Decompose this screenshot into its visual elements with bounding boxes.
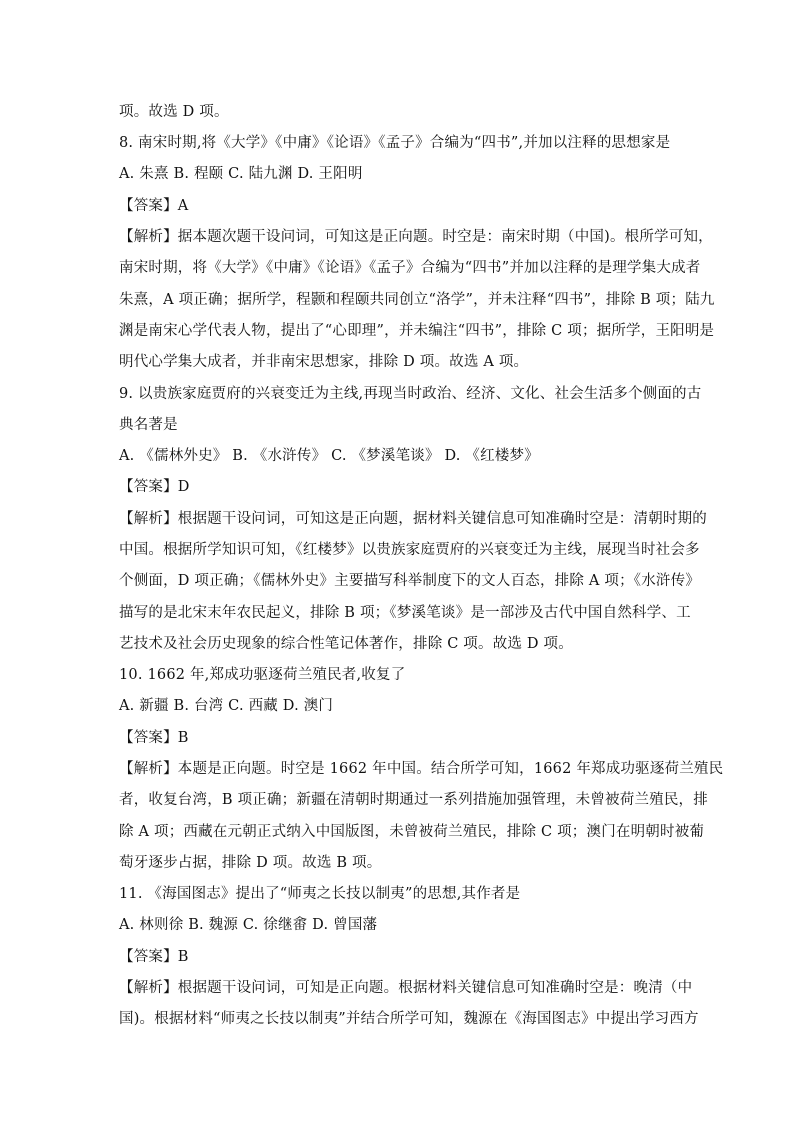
question-8-options: A. 朱熹 B. 程颐 C. 陆九渊 D. 王阳明 xyxy=(119,166,363,182)
analysis-line: 国)。根据材料“师夷之长技以制夷”并结合所学可知，魏源在《海国图志》中提出学习西方 xyxy=(119,1011,699,1027)
question-9: 9. 以贵族家庭贾府的兴衰变迁为主线,再现当时政治、经济、文化、社会生活多个侧面的古 xyxy=(119,386,702,402)
answer-9: 【答案】D xyxy=(119,479,190,495)
analysis-line: 明代心学集大成者，并非南宋思想家，排除 D 项。故选 A 项。 xyxy=(119,354,529,370)
text-line: 项。故选 D 项。 xyxy=(119,104,229,120)
answer-8: 【答案】A xyxy=(119,198,189,214)
analysis-line: 渊是南宋心学代表人物，提出了“心即理”，并未编注“四书”，排除 C 项；据所学，王阳明是 xyxy=(119,323,715,339)
analysis-line: 【解析】本题是正向题。时空是 1662 年中国。结合所学可知，1662 年郑成功驱逐荷兰殖民 xyxy=(119,761,724,777)
analysis-line: 描写的是北宋末年农民起义，排除 B 项；《梦溪笔谈》是一部涉及古代中国自然科学、工 xyxy=(119,605,691,621)
question-11: 11. 《海国图志》提出了“师夷之长技以制夷”的思想,其作者是 xyxy=(119,886,521,902)
question-10-options: A. 新疆 B. 台湾 C. 西藏 D. 澳门 xyxy=(119,698,334,714)
question-8: 8. 南宋时期,将《大学》《中庸》《论语》《孟子》合编为“四书”,并加以注释的思想家是 xyxy=(119,135,671,151)
question-9-options: A. 《儒林外史》 B. 《水浒传》 C. 《梦溪笔谈》 D. 《红楼梦》 xyxy=(119,448,539,464)
answer-11: 【答案】B xyxy=(119,949,189,965)
analysis-line: 者，收复台湾，B 项正确；新疆在清朝时期通过一系列措施加强管理，未曾被荷兰殖民，排 xyxy=(119,792,708,808)
answer-10: 【答案】B xyxy=(119,730,189,746)
analysis-line: 萄牙逐步占据，排除 D 项。故选 B 项。 xyxy=(119,855,382,871)
analysis-line: 艺技术及社会历史现象的综合性笔记体著作，排除 C 项。故选 D 项。 xyxy=(119,636,573,652)
analysis-line: 朱熹，A 项正确；据所学，程颢和程颐共同创立“洛学”，并未注释“四书”，排除 B 项；陆九 xyxy=(119,292,715,308)
analysis-line: 中国。根据所学知识可知，《红楼梦》以贵族家庭贾府的兴衰变迁为主线，展现当时社会多 xyxy=(119,542,700,558)
analysis-line: 【解析】根据题干设问词，可知是正向题。根据材料关键信息可知准确时空是：晚清（中 xyxy=(119,980,693,996)
analysis-line: 【解析】据本题次题干设问词，可知这是正向题。时空是：南宋时期（中国)。根所学可知， xyxy=(119,229,713,245)
analysis-line: 个侧面，D 项正确；《儒林外史》主要描写科举制度下的文人百态，排除 A 项；《水浒传》 xyxy=(119,573,701,589)
analysis-line: 南宋时期，将《大学》《中庸》《论语》《孟子》合编为“四书”并加以注释的是理学集大成者 xyxy=(119,260,701,276)
analysis-line: 【解析】根据题干设问词，可知这是正向题，据材料关键信息可知准确时空是：清朝时期的 xyxy=(119,511,707,527)
question-9-continued: 典名著是 xyxy=(119,417,178,433)
question-11-options: A. 林则徐 B. 魏源 C. 徐继畬 D. 曾国藩 xyxy=(119,917,378,933)
analysis-line: 除 A 项；西藏在元朝正式纳入中国版图，未曾被荷兰殖民，排除 C 项；澳门在明朝时被葡 xyxy=(119,824,705,840)
question-10: 10. 1662 年,郑成功驱逐荷兰殖民者,收复了 xyxy=(119,667,406,683)
